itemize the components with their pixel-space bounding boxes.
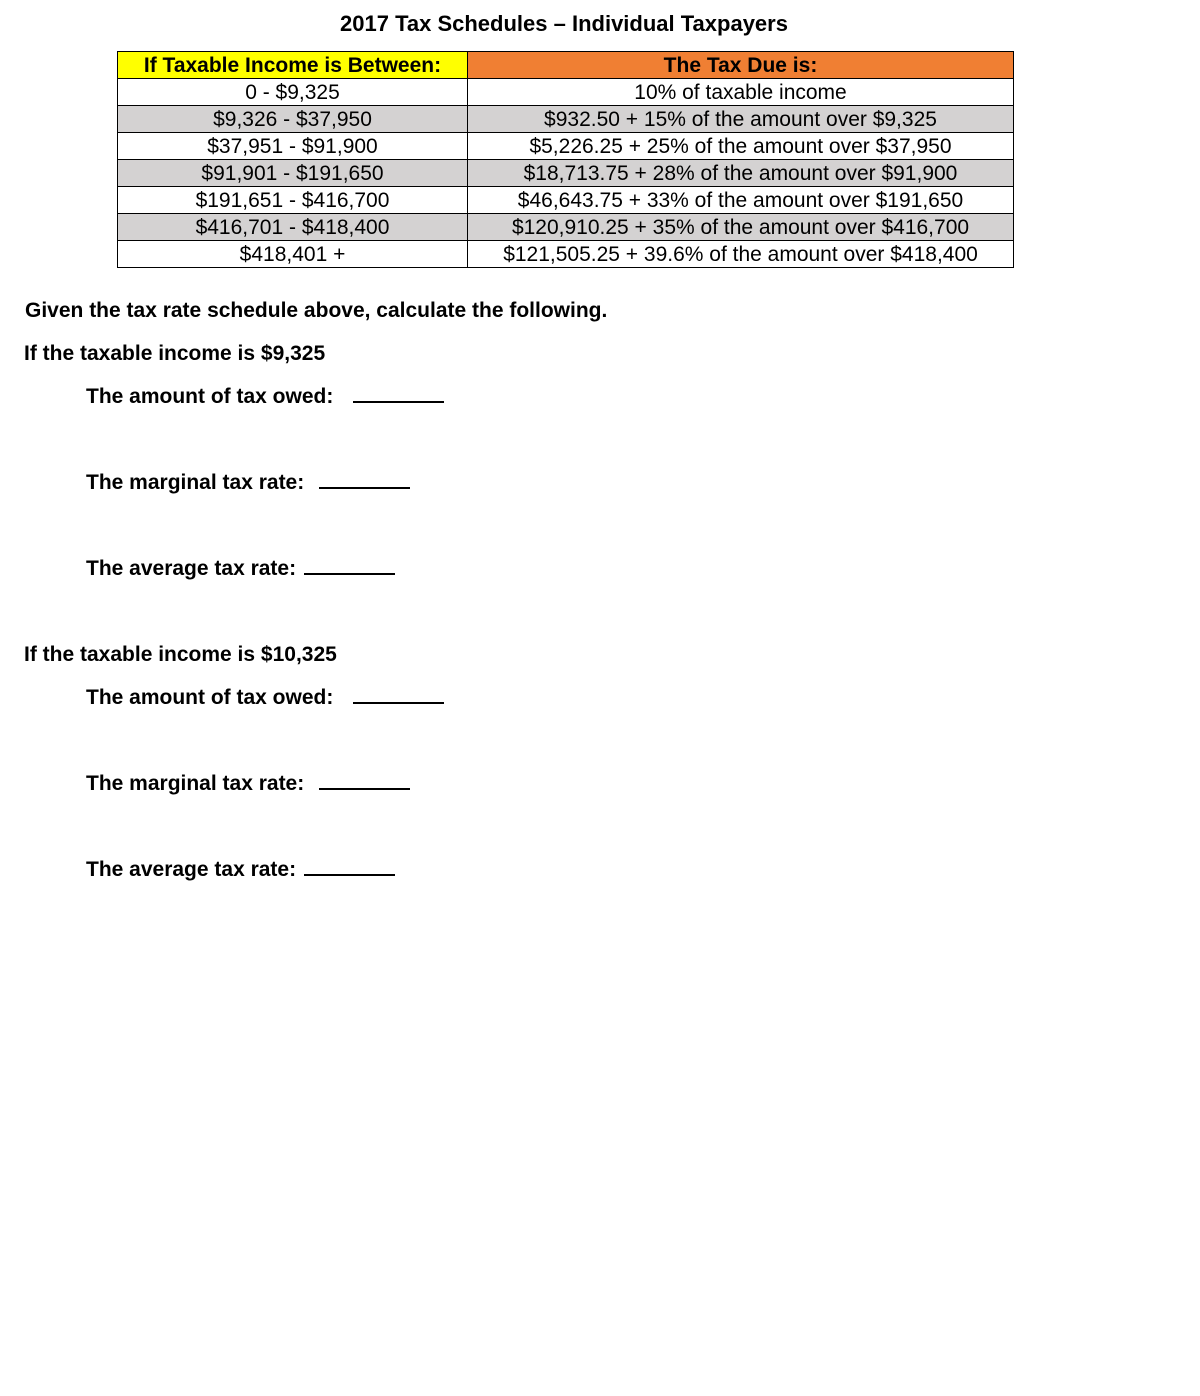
table-row (118, 133, 1014, 160)
tax-due-cell: $18,713.75 + 28% of the amount over $91,900 (468, 160, 1014, 187)
tax-due-cell: $5,226.25 + 25% of the amount over $37,950 (468, 133, 1014, 160)
income-range-header: If Taxable Income is Between: (118, 52, 468, 79)
tax-due-cell: $121,505.25 + 39.6% of the amount over $418,400 (468, 241, 1014, 268)
marginal-rate-label: The marginal tax rate: (86, 772, 305, 795)
tax-due-cell: $46,643.75 + 33% of the amount over $191,650 (468, 187, 1014, 214)
table-row (118, 214, 1014, 241)
tax-owed-label: The amount of tax owed: (86, 385, 334, 408)
table-row (118, 187, 1014, 214)
average-rate-answer-blank[interactable] (304, 856, 395, 876)
document-title: 2017 Tax Schedules – Individual Taxpayers (340, 11, 788, 36)
income-range-cell: $418,401 + (118, 241, 468, 268)
table-header-row (118, 52, 1014, 79)
tax-owed-label: The amount of tax owed: (86, 686, 334, 709)
tax-due-cell: 10% of taxable income (468, 79, 1014, 106)
average-rate-label: The average tax rate: (86, 557, 297, 580)
table-row (118, 160, 1014, 187)
tax-owed-answer-blank[interactable] (353, 383, 444, 403)
income-range-cell: 0 - $9,325 (118, 79, 468, 106)
table-row (118, 241, 1014, 268)
tax-due-cell: $120,910.25 + 35% of the amount over $416,700 (468, 214, 1014, 241)
average-rate-question-2 (86, 856, 395, 884)
table-row (118, 79, 1014, 106)
tax-due-cell: $932.50 + 15% of the amount over $9,325 (468, 106, 1014, 133)
question-heading-1: If the taxable income is $9,325 (24, 342, 326, 365)
tax-owed-question-2 (86, 684, 444, 712)
average-rate-answer-blank[interactable] (304, 555, 395, 575)
average-rate-question-1 (86, 555, 395, 583)
tax-owed-answer-blank[interactable] (353, 684, 444, 704)
income-range-cell: $191,651 - $416,700 (118, 187, 468, 214)
income-range-cell: $9,326 - $37,950 (118, 106, 468, 133)
instructions-text: Given the tax rate schedule above, calculate the following. (25, 299, 608, 322)
income-range-cell: $91,901 - $191,650 (118, 160, 468, 187)
marginal-rate-question-2 (86, 770, 410, 798)
average-rate-label: The average tax rate: (86, 858, 297, 881)
income-range-cell: $37,951 - $91,900 (118, 133, 468, 160)
table-row (118, 106, 1014, 133)
income-range-cell: $416,701 - $418,400 (118, 214, 468, 241)
marginal-rate-answer-blank[interactable] (319, 770, 410, 790)
tax-due-header: The Tax Due is: (468, 52, 1014, 79)
tax-schedule-table (117, 51, 1014, 268)
tax-owed-question-1 (86, 383, 444, 411)
marginal-rate-answer-blank[interactable] (319, 469, 410, 489)
question-heading-2: If the taxable income is $10,325 (24, 643, 337, 666)
marginal-rate-label: The marginal tax rate: (86, 471, 305, 494)
marginal-rate-question-1 (86, 469, 410, 497)
